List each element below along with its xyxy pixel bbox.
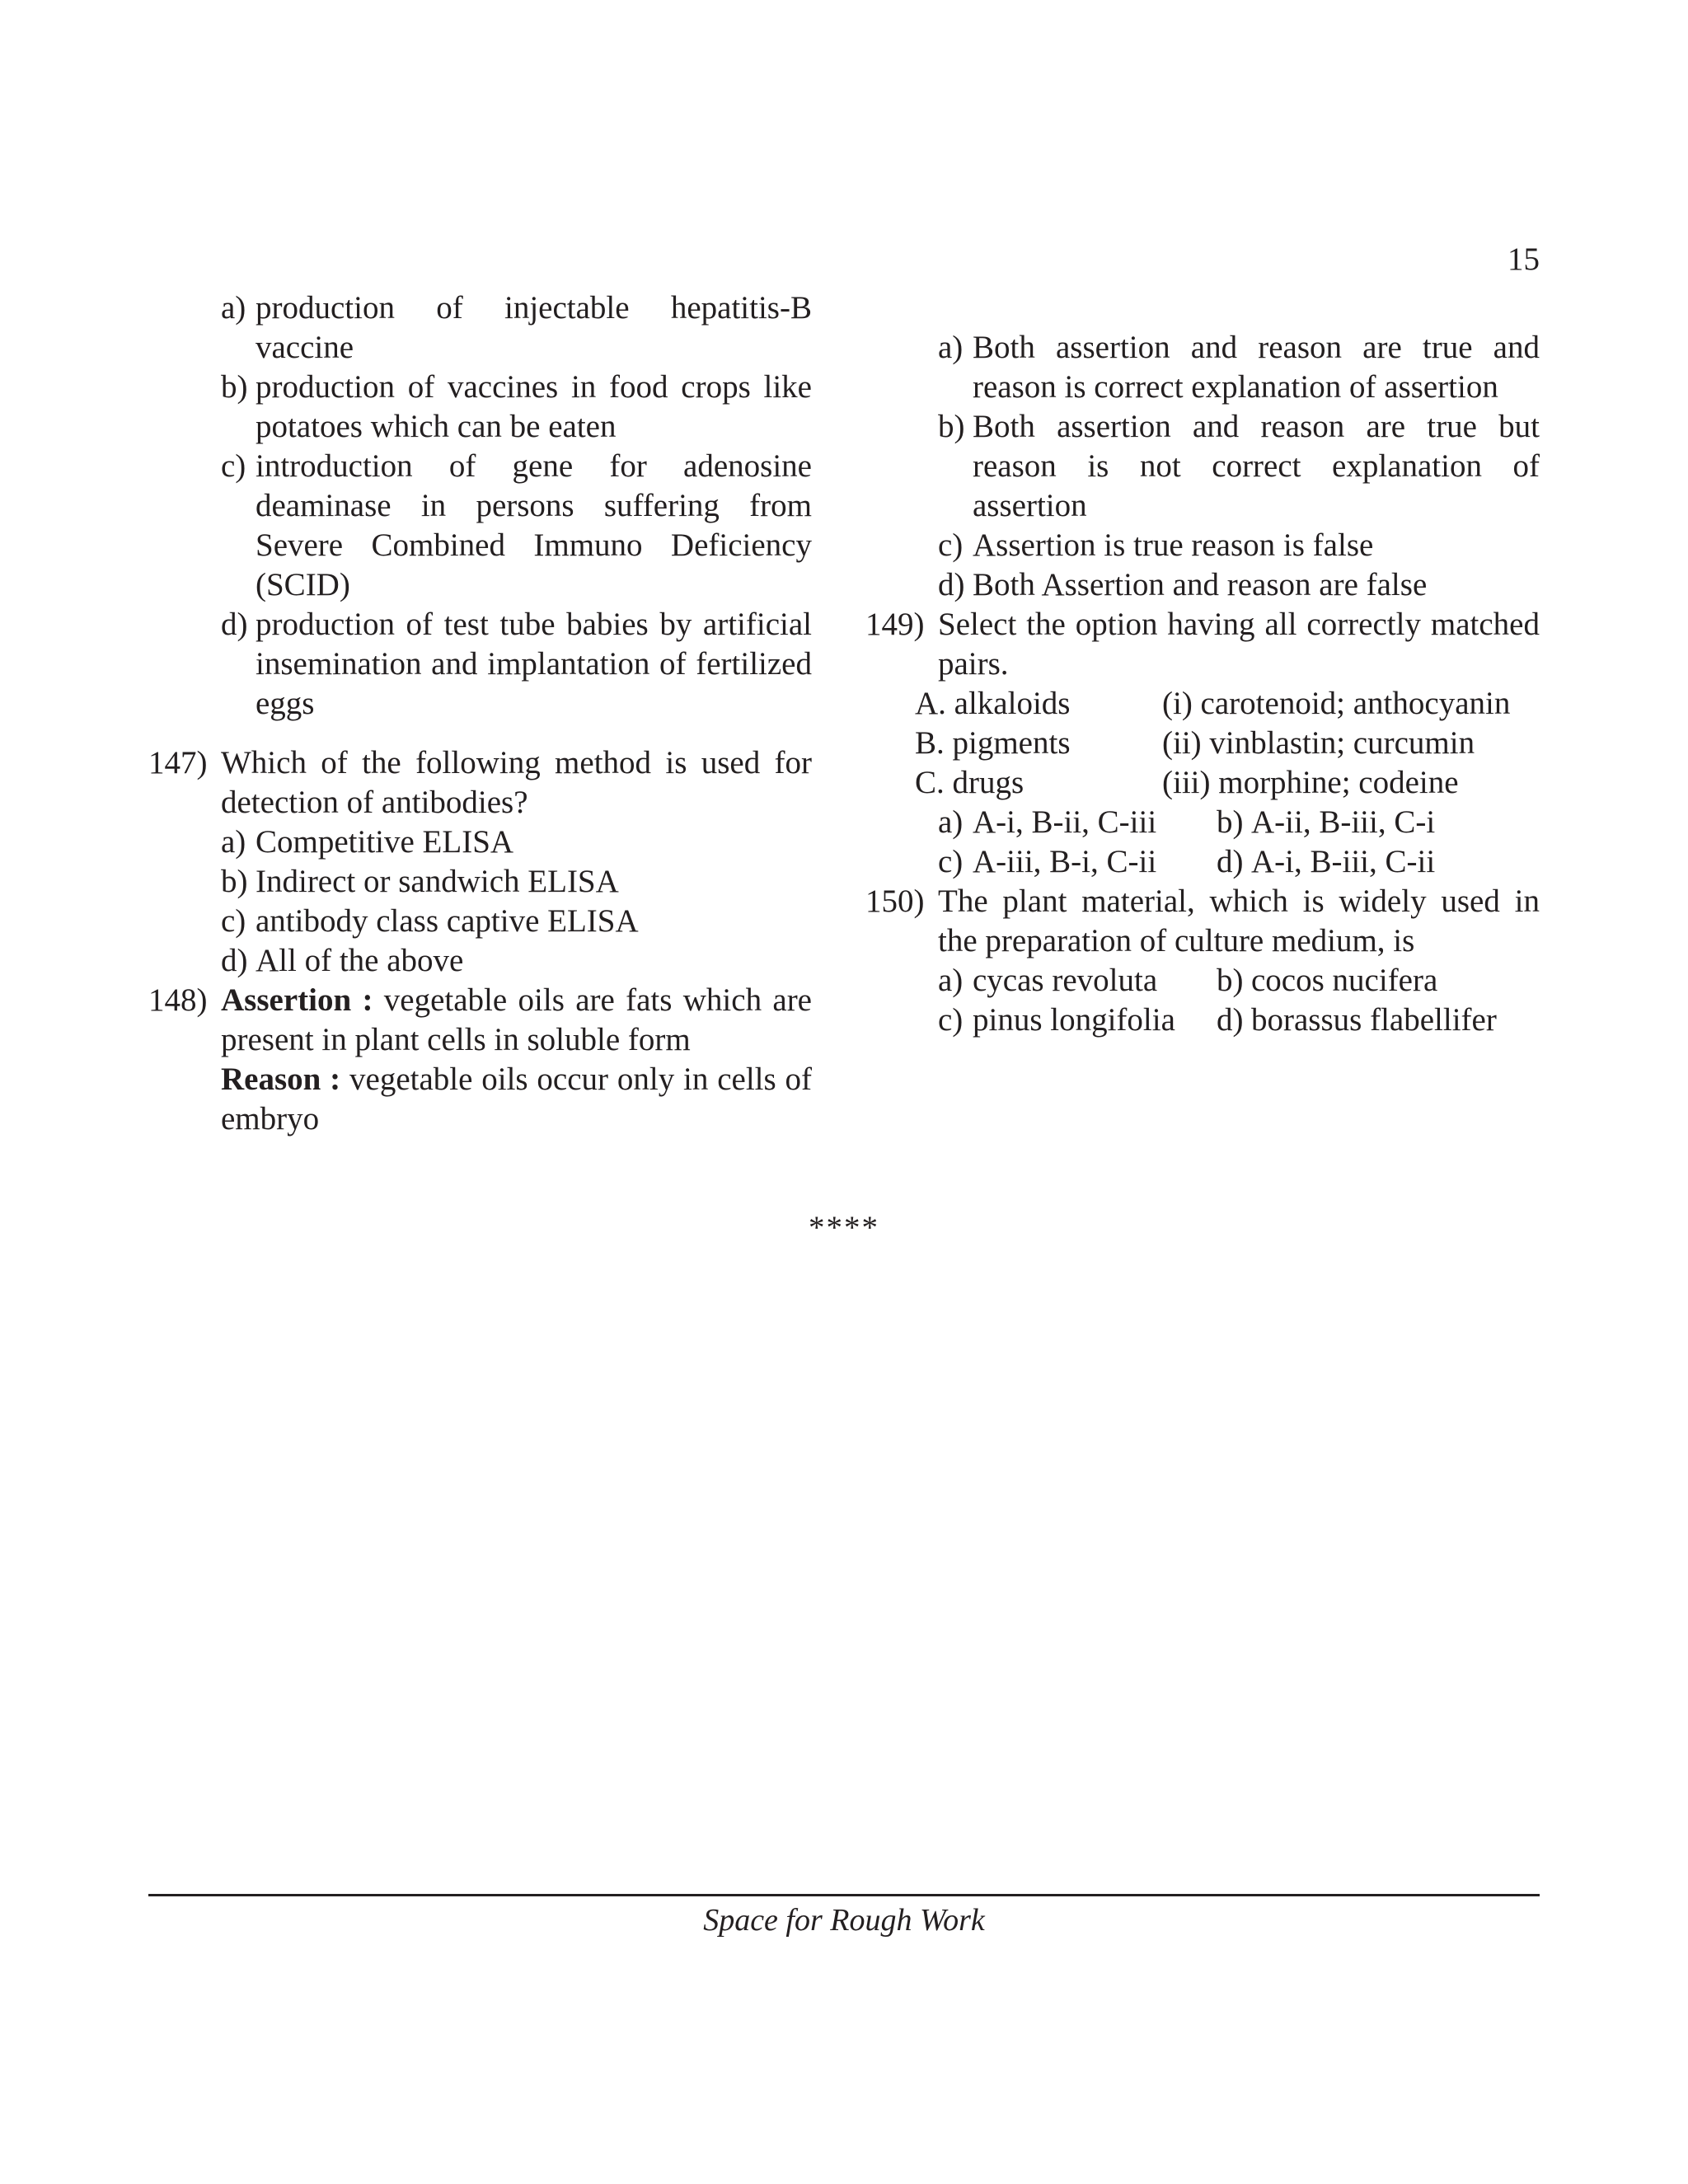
match-left: A. alkaloids [915, 686, 1071, 721]
option-label: c) [221, 903, 246, 939]
reason-text: vegetable oils occur only in cells of embryo [221, 1062, 812, 1137]
left-column [148, 288, 812, 1139]
answer-option-d [1217, 842, 1435, 882]
answer-option-b [1217, 803, 1435, 842]
question-148 [148, 981, 812, 1139]
reason-label: Reason : [221, 1062, 341, 1097]
option-label: d) [221, 943, 248, 978]
option-b [865, 407, 1540, 526]
option-text: Both Assertion and reason are false [973, 567, 1428, 602]
option-label: a) [938, 804, 964, 840]
question-number: 149) [865, 607, 925, 642]
answer-option-a [938, 803, 1217, 842]
option-label: a) [221, 824, 246, 860]
question-150 [865, 882, 1540, 961]
footer-divider [148, 1894, 1540, 1896]
option-text: A-ii, B-iii, C-i [1251, 804, 1436, 840]
option-text: A-i, B-ii, C-iii [973, 804, 1157, 840]
footer-rough-work: Space for Rough Work [703, 1903, 985, 1938]
option-a [865, 328, 1540, 407]
option-a [148, 288, 812, 368]
match-pair [865, 763, 1540, 803]
option-text: All of the above [256, 943, 464, 978]
option-b [148, 368, 812, 447]
option-d [148, 941, 812, 981]
option-label: c) [221, 448, 246, 484]
question-147 [148, 743, 812, 823]
option-text: Both assertion and reason are true but reason is not correct explanation of assertion [973, 409, 1540, 523]
page-number: 15 [1507, 241, 1540, 277]
question-text: The plant material, which is widely used in the preparation of culture medium, is [938, 883, 1540, 958]
answer-option-c [938, 842, 1217, 882]
option-label: b) [938, 409, 965, 444]
question-text [221, 981, 812, 1139]
option-text: Assertion is true reason is false [973, 527, 1374, 563]
question-text: Select the option having all correctly matched pairs. [938, 607, 1540, 682]
option-label: d) [1217, 844, 1244, 879]
option-text: pinus longifolia [973, 1002, 1175, 1038]
option-label: b) [221, 864, 248, 899]
option-text: borassus flabellifer [1251, 1002, 1497, 1038]
option-text: introduction of gene for adenosine deaminase in persons suffering from Severe Combined Immuno Deficiency (SCID) [256, 448, 812, 602]
option-text: cocos nucifera [1251, 963, 1438, 998]
end-marker: **** [809, 1210, 879, 1245]
option-text: Indirect or sandwich ELISA [256, 864, 619, 899]
option-text: Both assertion and reason are true and reason is correct explanation of assertion [973, 330, 1540, 405]
assertion-text: vegetable oils are fats which are present in plant cells in soluble form [221, 982, 812, 1057]
match-right: (iii) morphine; codeine [1162, 765, 1459, 800]
option-label: c) [938, 1002, 964, 1038]
question-number: 147) [148, 745, 208, 780]
answer-option-b [1217, 961, 1437, 1001]
option-c [148, 902, 812, 941]
option-d [865, 565, 1540, 605]
option-text: antibody class captive ELISA [256, 903, 639, 939]
option-label: c) [938, 527, 964, 563]
answer-row [865, 803, 1540, 842]
option-a [148, 823, 812, 862]
option-text: production of injectable hepatitis-B vaccine [256, 290, 812, 365]
option-text: Competitive ELISA [256, 824, 514, 860]
option-label: b) [221, 369, 248, 405]
question-149 [865, 605, 1540, 684]
answer-option-a [938, 961, 1217, 1001]
match-right: (i) carotenoid; anthocyanin [1162, 686, 1511, 721]
option-d [148, 605, 812, 724]
match-pair [865, 724, 1540, 763]
match-right: (ii) vinblastin; curcumin [1162, 725, 1475, 761]
answer-option-c [938, 1001, 1217, 1040]
option-label: a) [938, 963, 964, 998]
match-left: B. pigments [915, 725, 1071, 761]
option-label: d) [1217, 1002, 1244, 1038]
option-b [148, 862, 812, 902]
right-column [865, 328, 1540, 1040]
option-text: production of vaccines in food crops like potatoes which can be eaten [256, 369, 812, 444]
match-pair [865, 684, 1540, 724]
answer-row [865, 842, 1540, 882]
answer-row [865, 961, 1540, 1001]
question-number: 148) [148, 982, 208, 1018]
option-text: A-iii, B-i, C-ii [973, 844, 1157, 879]
option-text: production of test tube babies by artificial insemination and implantation of fertilized eggs [256, 607, 812, 721]
question-number: 150) [865, 883, 925, 919]
option-label: a) [938, 330, 964, 365]
option-text: cycas revoluta [973, 963, 1158, 998]
option-c [865, 526, 1540, 565]
option-text: A-i, B-iii, C-ii [1251, 844, 1436, 879]
answer-row [865, 1001, 1540, 1040]
assertion-label: Assertion : [221, 982, 373, 1018]
answer-option-d [1217, 1001, 1497, 1040]
option-label: c) [938, 844, 964, 879]
option-label: b) [1217, 804, 1244, 840]
option-label: d) [221, 607, 248, 642]
option-label: b) [1217, 963, 1244, 998]
option-label: d) [938, 567, 965, 602]
option-c [148, 447, 812, 605]
match-left: C. drugs [915, 765, 1025, 800]
question-text: Which of the following method is used for detection of antibodies? [221, 745, 812, 820]
option-label: a) [221, 290, 246, 326]
